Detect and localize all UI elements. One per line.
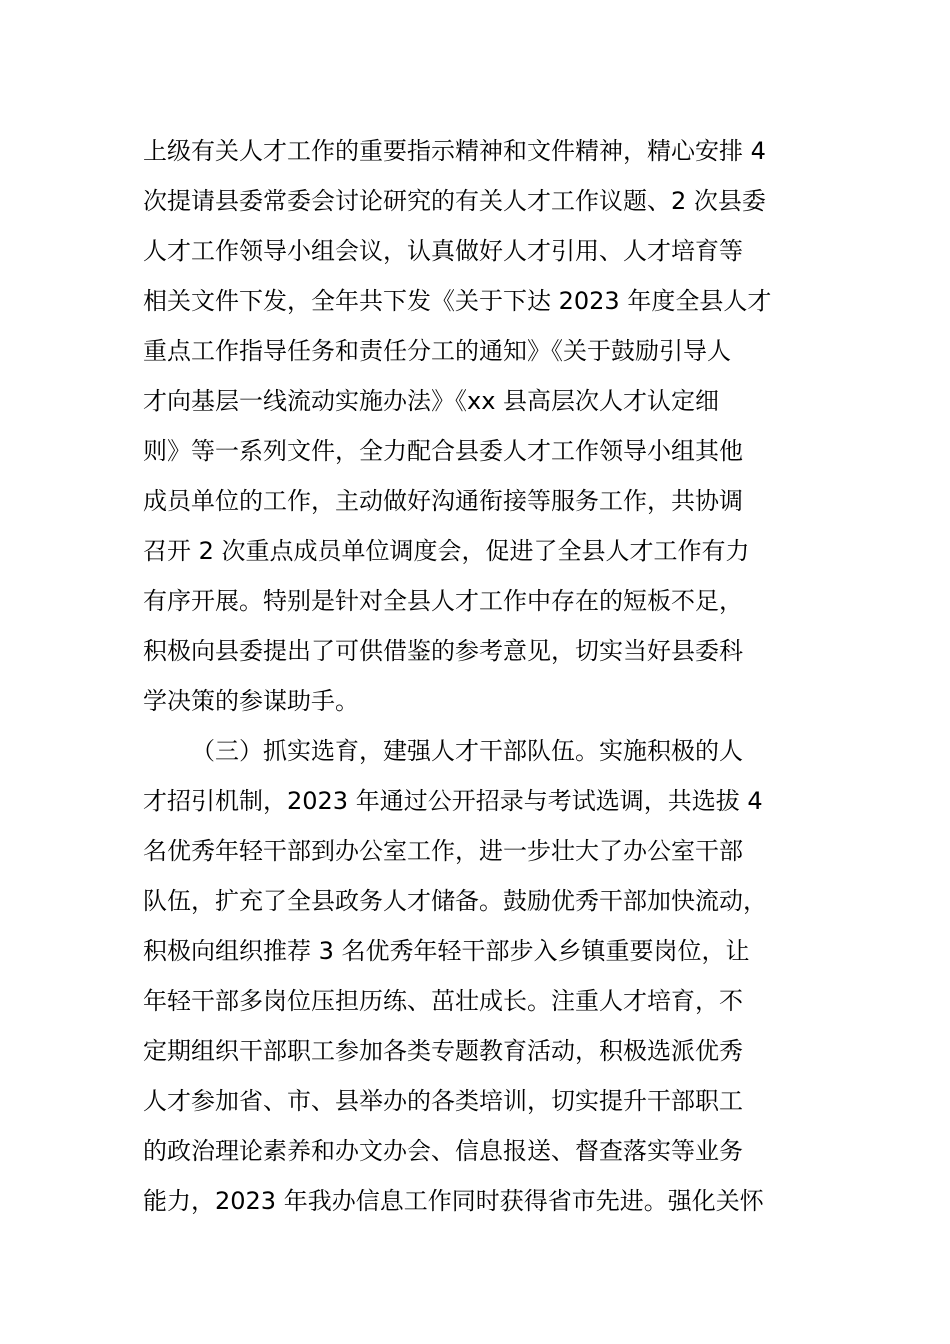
text-line: 人才参加省、市、县举办的各类培训，切实提升干部职工 (143, 1087, 743, 1115)
text-line: 能力，2023 年我办信息工作同时获得省市先进。强化关怀 (143, 1187, 764, 1215)
text-line: 积极向县委提出了可供借鉴的参考意见，切实当好县委科 (143, 637, 743, 665)
text-line: 重点工作指导任务和责任分工的通知》《关于鼓励引导人 (143, 337, 731, 365)
text-line: 次提请县委常委会讨论研究的有关人才工作议题、2 次县委 (143, 187, 766, 215)
text-line: 召开 2 次重点成员单位调度会，促进了全县人才工作有力 (143, 537, 750, 565)
text-line: 上级有关人才工作的重要指示精神和文件精神，精心安排 4 (143, 137, 766, 165)
text-line: 年轻干部多岗位压担历练、茁壮成长。注重人才培育，不 (143, 987, 743, 1015)
section-heading-line: （三）抓实选育，建强人才干部队伍。实施积极的人 (191, 737, 743, 765)
text-line: 的政治理论素养和办文办会、信息报送、督查落实等业务 (143, 1137, 743, 1165)
text-line: 名优秀年轻干部到办公室工作，进一步壮大了办公室干部 (143, 837, 743, 865)
text-line: 则》等一系列文件，全力配合县委人才工作领导小组其他 (143, 437, 743, 465)
text-line: 队伍，扩充了全县政务人才储备。鼓励优秀干部加快流动， (143, 887, 767, 915)
text-line: 成员单位的工作，主动做好沟通衔接等服务工作，共协调 (143, 487, 743, 515)
text-line: 相关文件下发，全年共下发《关于下达 2023 年度全县人才 (143, 287, 772, 315)
text-line: 才招引机制，2023 年通过公开招录与考试选调，共选拔 4 (143, 787, 763, 815)
text-line: 有序开展。特别是针对全县人才工作中存在的短板不足， (143, 587, 743, 615)
text-line: 人才工作领导小组会议，认真做好人才引用、人才培育等 (143, 237, 743, 265)
text-line: 学决策的参谋助手。 (143, 687, 359, 715)
text-line: 才向基层一线流动实施办法》《xx 县高层次人才认定细 (143, 387, 720, 415)
text-line: 积极向组织推荐 3 名优秀年轻干部步入乡镇重要岗位，让 (143, 937, 750, 965)
text-line: 定期组织干部职工参加各类专题教育活动，积极选派优秀 (143, 1037, 743, 1065)
